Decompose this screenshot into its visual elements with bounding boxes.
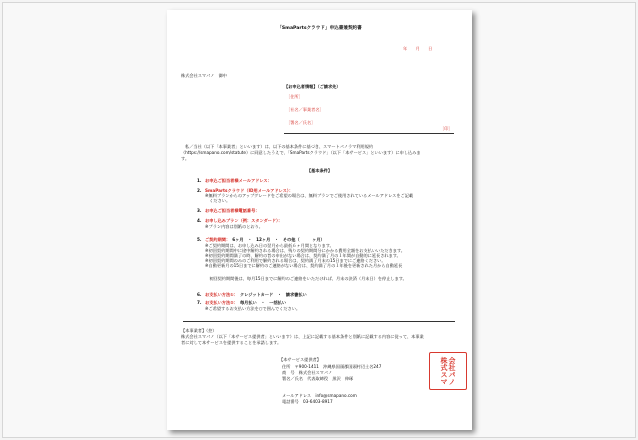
provider-phone: 電話番号 03-6403-8917 — [282, 399, 333, 404]
company-seal-stamp: 株式 会社 スマ パノ — [429, 352, 467, 390]
condition-5-note-6: 初回契約期間後は、毎月15日までに解約のご連絡をいただければ、月末の決済（月末日）を停止します。 — [205, 276, 407, 281]
condition-2-note-2: ください。 — [205, 198, 231, 203]
condition-7: 7. お支払い方法②： 毎月払い ・ 一括払い — [197, 300, 287, 305]
condition-5-note-4: ※初回契約期間のみのご利用で解約される場合は、契約満了月末の15日までにご連絡ください。 — [205, 258, 386, 263]
provider-note-header: 【本事業者】（控） — [181, 328, 217, 333]
intro-line-2: （https://smapano.com/statute）に同意したうえで、「SmaPartsクラウド」（以下「本サービス」といいます）に申し込みま — [181, 150, 421, 155]
applicant-company-field[interactable]: ［社名／事業者名］ — [286, 107, 324, 112]
applicant-seal: ［印］ — [440, 126, 453, 131]
provider-note-line-1: 株式会社スマパノ（以下「本サービス提供者」といいます）は、上記に記載する基本条件と別紙に記載する内容に従って、本事業 — [181, 334, 424, 339]
document-title: 「SmaPartsクラウド」申込書兼契約書 — [277, 26, 362, 31]
applicant-name-field[interactable]: ［署名／氏名］ — [286, 120, 316, 125]
condition-4: 4. お申し込みプラン（例：スタンダード）： — [197, 218, 283, 223]
condition-6: 6. お支払い方法①： クレジットカード ・ 請求書払い — [197, 292, 307, 297]
intro-line-3: す。 — [181, 156, 190, 161]
condition-1: 1. お申込ご担当者様メールアドレス： — [197, 178, 272, 183]
provider-company: 商 号 株式会社スマパノ — [282, 370, 333, 375]
document-page — [167, 10, 472, 430]
applicant-address-field[interactable]: ［住所］ — [286, 94, 303, 99]
provider-header: 【本サービス提供者】 — [279, 357, 321, 362]
condition-5-note-5: ※自動更新月の15日までに解約のご連絡がない場合は、契約満了月の１年後を更新された月から自動延長 — [205, 263, 403, 268]
conditions-title: 【基本条件】 — [306, 168, 333, 173]
condition-5: 5. ご契約期間： 6ヶ月 ・ 12ヶ月 ・ その他（ ヶ月） — [197, 237, 325, 242]
condition-5-note-2: ※初回契約期間中に途中解約される場合は、残りの契約期間分にかかる費用全額をお支払いいただきます。 — [205, 248, 405, 253]
condition-2: 2. SmaPartsクラウド（ID用メールアドレス）： — [197, 188, 294, 193]
date-line: 年 月 日 — [403, 46, 433, 51]
provider-note-line-2: 者に対して本サービスを提供することを承諾します。 — [181, 340, 282, 345]
addressee: 株式会社スマパノ 御中 — [181, 73, 227, 78]
condition-4-note: ※プラン内容は別紙のとおり。 — [205, 224, 263, 229]
condition-5-note-1: ※ご契約期間は、お申し込み日の翌月から最低６ヶ月間となります。 — [205, 243, 334, 248]
provider-email: メールアドレス info@smapano.com — [282, 393, 357, 398]
divider — [183, 321, 455, 322]
provider-address: 住所 〒900-1411 沖縄県国頭郡国頭村辺土名247 — [282, 364, 382, 369]
condition-5-note-3: ※初回契約期間満了の時、解約の旨の申出がない場合は、契約満了月の１年間が自動的に延長されます。 — [205, 253, 401, 258]
condition-7-note: ※ご希望するお支払い方法を○で囲んでください。 — [205, 306, 301, 311]
applicant-underline — [284, 133, 454, 134]
provider-signature: 署名／氏名 代表取締役 黒沢 伸琢 — [282, 376, 354, 381]
condition-2-note-1: ※無料プランからのアップグレードをご希望の場合は、無料プランでご使用されているメールアドレスをご記載 — [205, 193, 414, 198]
condition-3: 3. お申込ご担当者様電話番号： — [197, 208, 260, 213]
applicant-header: 【お申込者情報】（ご請求先） — [284, 84, 341, 89]
intro-line-1: 私／当社（以下「本事業者」といいます）は、以下の基本条件に基づき、スマートパノラマ利用規約 — [185, 144, 374, 149]
